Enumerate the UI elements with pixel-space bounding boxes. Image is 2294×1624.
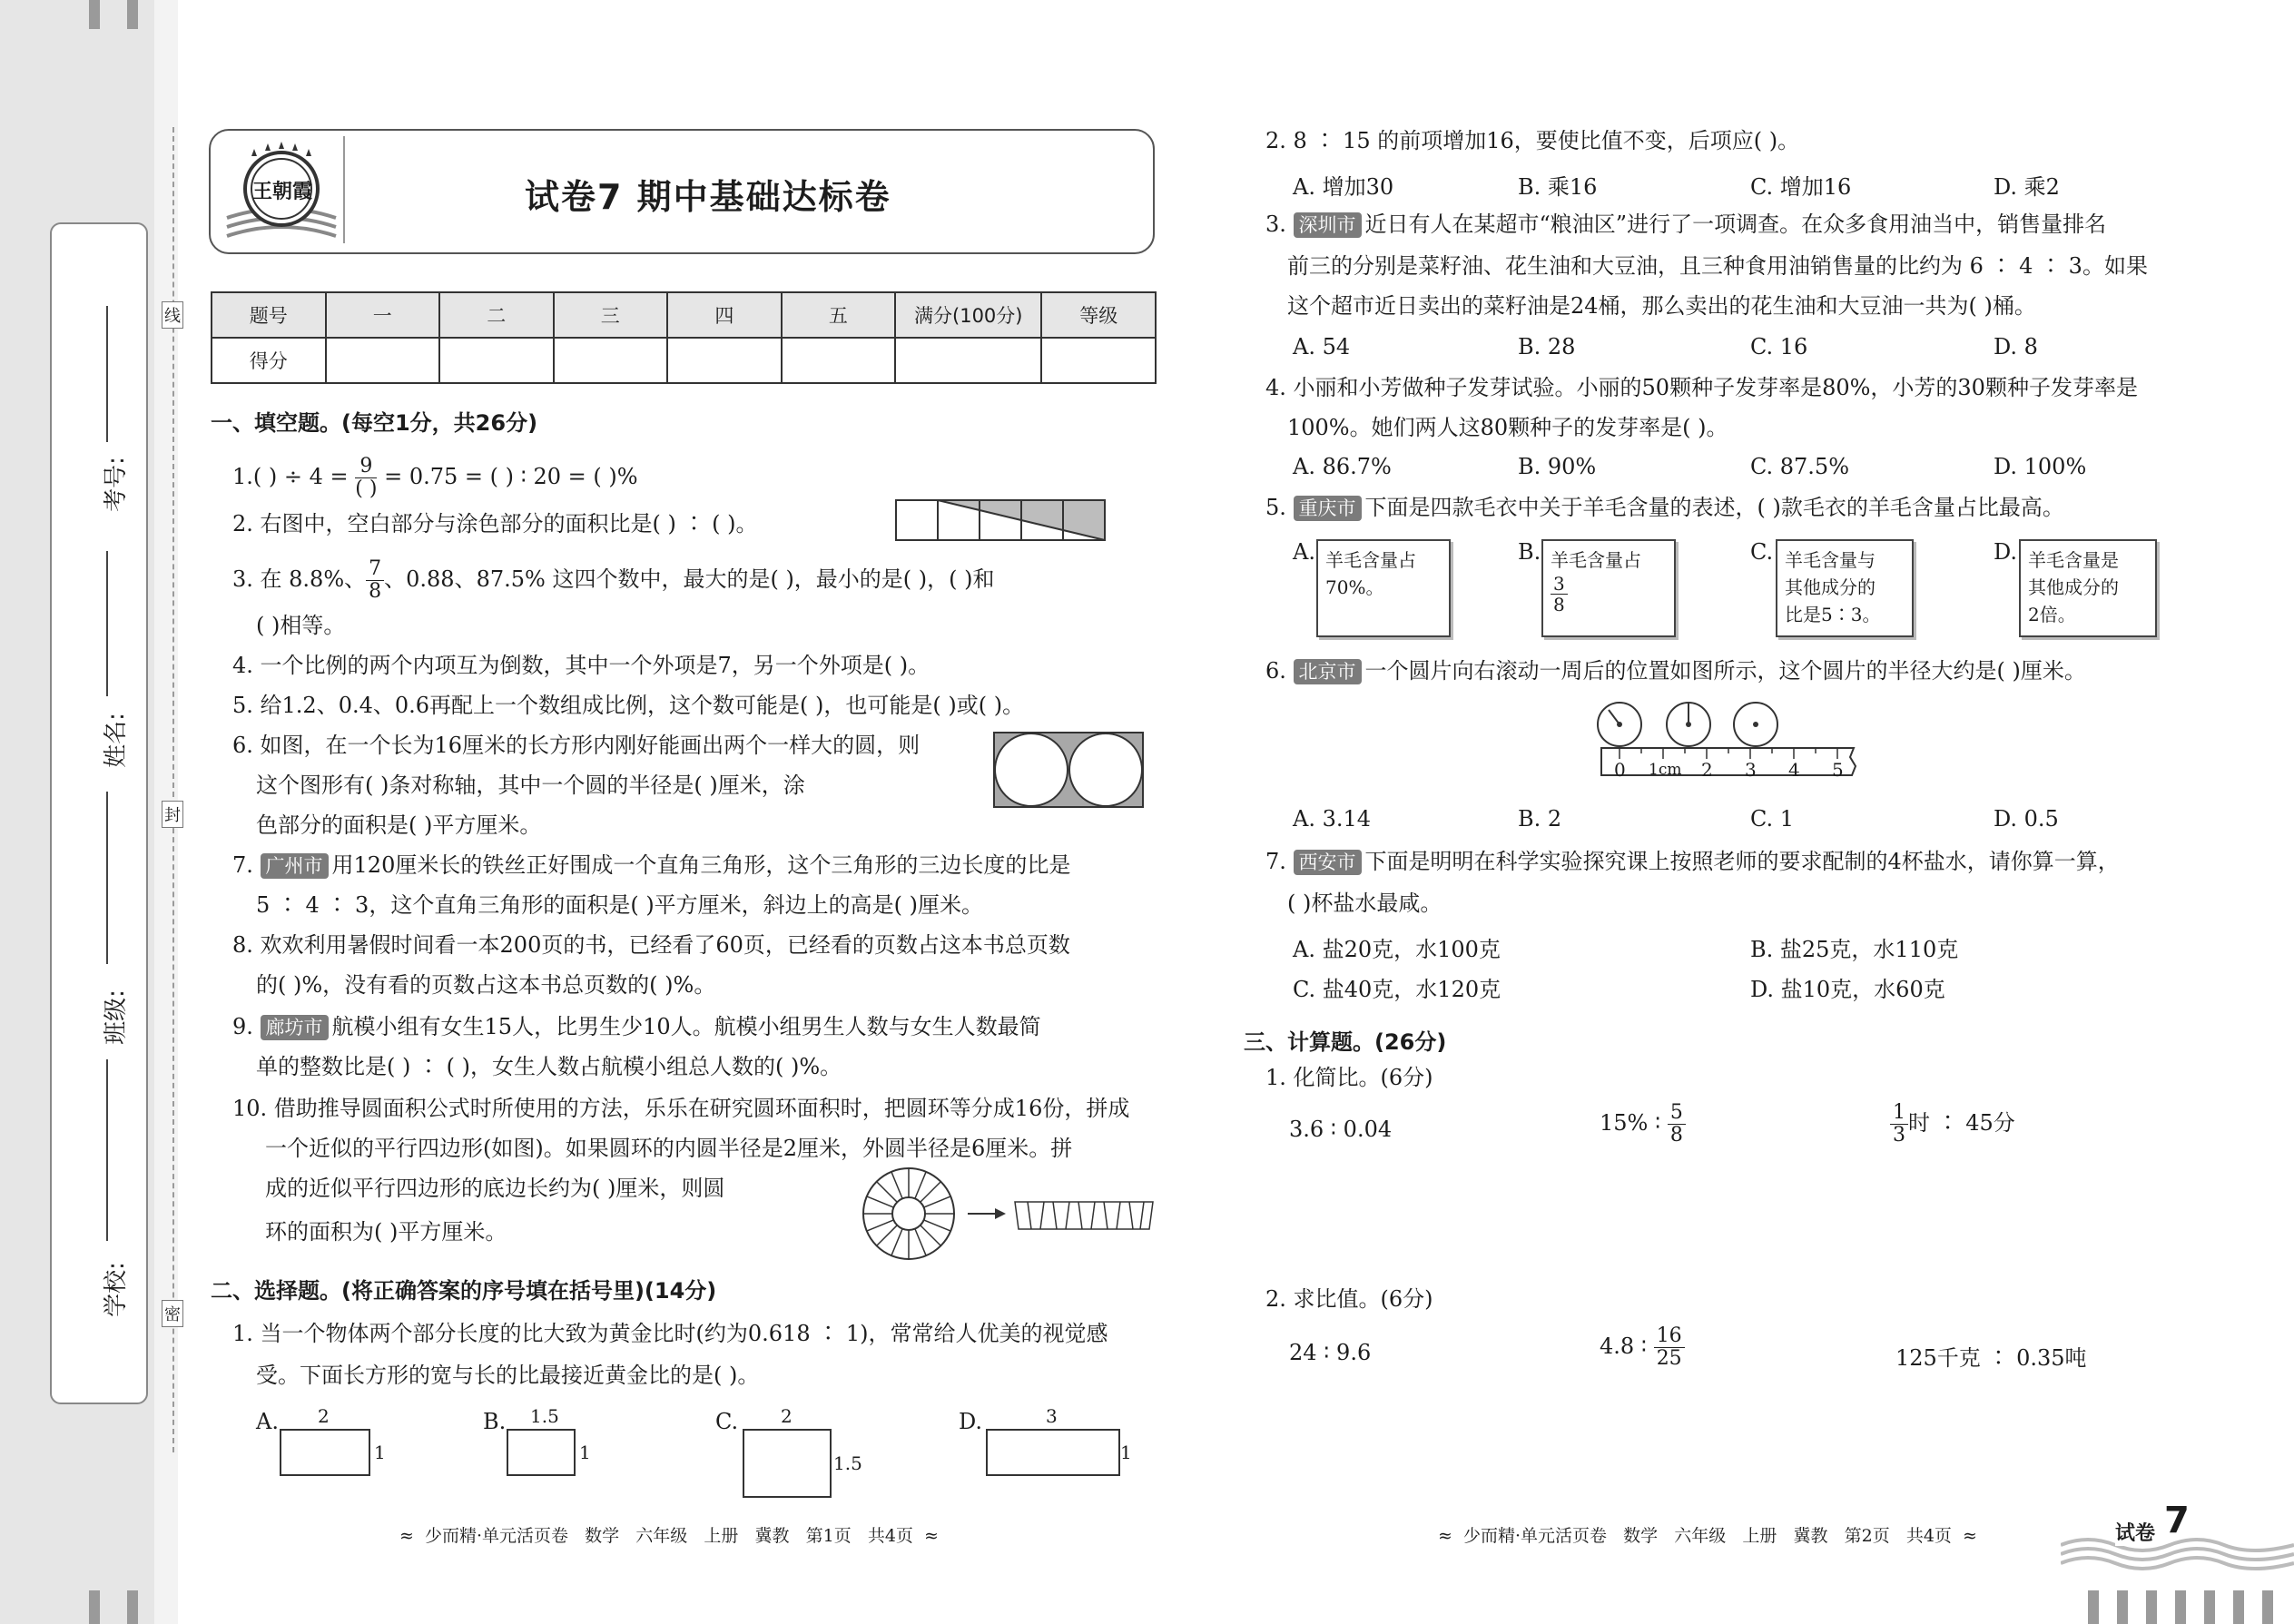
region-tag-beijing: 北京市 — [1294, 659, 1362, 684]
question-2-4-line2: 100%。她们两人这80颗种子的发芽率是( )。 — [1287, 415, 1728, 440]
q3-option-a[interactable]: A. 54 — [1293, 334, 1351, 359]
question-1-7-line2: 5 ∶ 4 ∶ 3，这个直角三角形的面积是( )平方厘米，斜边上的高是( )厘米。 — [256, 892, 984, 918]
note-a-line1: 羊毛含量占 — [1325, 549, 1416, 571]
rect-option-b — [507, 1429, 576, 1476]
q2-7-text: 下面是明明在科学实验探究课上按照老师的要求配制的4杯盐水，请你算一算， — [1364, 849, 2120, 874]
note-option-d-label[interactable]: D. — [1994, 539, 2018, 565]
q6-option-b[interactable]: B. 2 — [1518, 806, 1562, 832]
footer-left: ≈ 少而精·单元活页卷 数学 六年级 上册 冀教 第1页 共4页 ≈ — [399, 1526, 939, 1546]
school-label: 学校: — [102, 1262, 130, 1317]
score-cell[interactable] — [782, 338, 896, 383]
table-header-cell: 二 — [439, 292, 554, 338]
q6-option-c[interactable]: C. 1 — [1750, 806, 1795, 832]
question-1-10-line3: 成的近似平行四边形的底边长约为( )厘米，则圆 — [265, 1176, 725, 1201]
q1-fraction-num: 9 — [355, 456, 377, 478]
q2-option-d[interactable]: D. 乘2 — [1994, 174, 2060, 200]
score-cell[interactable] — [1041, 338, 1156, 383]
ruler-figure — [1585, 699, 1857, 788]
rect-option-d-top: 3 — [1046, 1405, 1058, 1427]
ruler-label-5: 5 — [1832, 759, 1844, 781]
name-label: 姓名: — [102, 713, 130, 768]
score-cell[interactable] — [667, 338, 782, 383]
question-1-6-line1: 6. 如图，在一个长为16厘米的长方形内刚好能画出两个一样大的圆，则 — [232, 733, 921, 758]
note-b-den: 8 — [1553, 594, 1565, 615]
rect-option-d-side: 1 — [1120, 1442, 1132, 1463]
section3-title: 三、计算题。(26分) — [1244, 1029, 1447, 1055]
publisher-logo — [218, 136, 345, 245]
note-b-line1: 羊毛含量占 — [1551, 549, 1641, 571]
rect-option-c — [743, 1429, 832, 1498]
q1-fraction-den: ( ) — [355, 477, 378, 500]
exam-number-label: 考号: — [102, 457, 130, 512]
rect-option-a — [280, 1429, 370, 1476]
question-1-6-line2: 这个图形有( )条对称轴，其中一个圆的半径是( )厘米，涂 — [256, 773, 805, 798]
note-c-line2: 其他成分的 — [1785, 576, 1876, 598]
calc-2a: 24 ∶ 9.6 — [1289, 1340, 1372, 1365]
score-cell[interactable] — [326, 338, 440, 383]
q1-part-b: = 0.75 = ( ) ∶ 20 = ( )% — [384, 464, 638, 489]
question-1-8-line2: 的( )%，没有看的页数占这本书总页数的( )%。 — [256, 972, 716, 998]
calc-1c — [1890, 1102, 2015, 1147]
question-1-6-line3: 色部分的面积是( )平方厘米。 — [256, 812, 542, 838]
question-2-1-line1: 1. 当一个物体两个部分长度的比大致为黄金比时(约为0.618 ∶ 1)，常常给人优美的视觉感 — [232, 1321, 1108, 1346]
footer-right: ≈ 少而精·单元活页卷 数学 六年级 上册 冀教 第2页 共4页 ≈ — [1438, 1526, 1977, 1546]
score-table — [211, 291, 1157, 384]
score-cell[interactable] — [895, 338, 1041, 383]
section2-title: 二、选择题。(将正确答案的序号填在括号里)(14分) — [211, 1278, 717, 1304]
q3-fraction-den: 8 — [369, 580, 382, 603]
note-b-num: 3 — [1551, 574, 1568, 595]
question-2-6: 6. 北京市 一个圆片向右滚动一周后的位置如图所示，这个圆片的半径大约是( )厘米。 — [1265, 658, 2086, 684]
ruler-label-1: 1cm — [1649, 761, 1682, 779]
question-1-3-cont: ( )相等。 — [256, 613, 346, 638]
answer-space-1[interactable] — [1271, 1171, 2088, 1271]
note-d-line3: 2倍。 — [2028, 604, 2076, 625]
answer-space-2[interactable] — [1271, 1389, 2088, 1489]
question-2-7-line1: 7. 西安市 下面是明明在科学实验探究课上按照老师的要求配制的4杯盐水，请你算一算， — [1265, 849, 2120, 874]
q2-6-text: 一个圆片向右滚动一周后的位置如图所示，这个圆片的半径大约是( )厘米。 — [1364, 658, 2086, 684]
ruler-label-2: 2 — [1701, 759, 1713, 781]
q7-option-d[interactable]: D. 盐10克，水60克 — [1750, 977, 1945, 1002]
q2-3-text: 近日有人在某超市“粮油区”进行了一项调查。在众多食用油当中，销售量排名 — [1364, 212, 2107, 237]
logo-divider — [343, 136, 345, 243]
calc-1b-den: 8 — [1669, 1124, 1683, 1147]
q7-option-b[interactable]: B. 盐25克，水110克 — [1750, 937, 1959, 962]
question-1-4: 4. 一个比例的两个内项互为倒数，其中一个外项是7，另一个外项是( )。 — [232, 653, 930, 678]
question-2-4-line1: 4. 小丽和小芳做种子发芽试验。小丽的50颗种子发芽率是80%，小芳的30颗种子发芽率是 — [1265, 375, 2138, 400]
score-header-row — [212, 292, 1156, 338]
rect-option-b-label[interactable]: B. — [483, 1409, 507, 1434]
q7-text: 用120厘米长的铁丝正好围成一个直角三角形，这个三角形的三边长度的比是 — [331, 852, 1071, 878]
class-line[interactable] — [106, 792, 108, 964]
calc-2c: 125千克 ∶ 0.35吨 — [1895, 1345, 2087, 1371]
q3-fraction-num: 7 — [366, 558, 384, 581]
tick-marks-bottom-right — [2088, 1590, 2294, 1624]
ruler-svg — [1585, 699, 1857, 784]
question-1-8-line1: 8. 欢欢利用暑假时间看一本200页的书，已经看了60页，已经看的页数占这本书总页数 — [232, 932, 1070, 958]
region-tag-chongqing: 重庆市 — [1294, 496, 1362, 521]
calc-1b-num: 5 — [1668, 1102, 1686, 1125]
rect-option-d-label[interactable]: D. — [959, 1409, 983, 1434]
question-2-3-line3: 这个超市近日卖出的菜籽油是24桶，那么卖出的花生油和大豆油一共为( )桶。 — [1287, 293, 2036, 319]
ruler-label-3: 3 — [1745, 759, 1757, 781]
q2-option-c[interactable]: C. 增加16 — [1750, 174, 1852, 200]
question-1-9-line2: 单的整数比是( ) ∶ ( )，女生人数占航模小组总人数的( )%。 — [256, 1054, 842, 1079]
table-header-cell: 四 — [667, 292, 782, 338]
q6-option-a[interactable]: A. 3.14 — [1293, 806, 1372, 832]
note-option-c — [1776, 539, 1914, 637]
table-header-cell: 一 — [326, 292, 440, 338]
q3-part-b: 、0.88、87.5% 这四个数中，最大的是( )，最小的是( )，( )和 — [384, 566, 995, 592]
note-a-line2: 70%。 — [1325, 576, 1384, 598]
logo-text: 王朝霞 — [252, 180, 313, 203]
note-option-b — [1541, 539, 1676, 637]
paper-badge-number: 7 — [2164, 1500, 2190, 1541]
question-1-2: 2. 右图中，空白部分与涂色部分的面积比是( ) ∶ ( )。 — [232, 511, 758, 536]
q4-option-b[interactable]: B. 90% — [1518, 454, 1597, 479]
calc-2b-num: 16 — [1654, 1325, 1685, 1348]
calc-1b-fraction — [1668, 1102, 1686, 1147]
score-cell[interactable] — [554, 338, 668, 383]
question-1-9-line1: 9. 廊坊市 航模小组有女生15人，比男生少10人。航模小组男生人数与女生人数最简 — [232, 1014, 1041, 1039]
question-1-7-line1: 7. 广州市 用120厘米长的铁丝正好围成一个直角三角形，这个三角形的三边长度的比是 — [232, 852, 1071, 878]
q4-option-a[interactable]: A. 86.7% — [1293, 454, 1392, 479]
region-tag-guangzhou: 广州市 — [261, 853, 329, 879]
question-2-3-line2: 前三的分别是菜籽油、花生油和大豆油，且三种食用油销售量的比约为 6 ∶ 4 ∶ 3。如果 — [1287, 253, 2148, 279]
question-2-2: 2. 8 ∶ 15 的前项增加16，要使比值不变，后项应( )。 — [1265, 128, 1800, 153]
rect-option-c-label[interactable]: C. — [715, 1409, 739, 1434]
note-option-d — [2019, 539, 2157, 637]
tick-marks-bottom — [89, 1590, 143, 1624]
q4-option-c[interactable]: C. 87.5% — [1750, 454, 1850, 479]
cut-mark-mi: 密 — [162, 1300, 183, 1327]
q9-text: 航模小组有女生15人，比男生少10人。航模小组男生人数与女生人数最简 — [331, 1014, 1041, 1039]
score-row — [212, 338, 1156, 383]
question-1-10-line1: 10. 借助推导圆面积公式时所使用的方法，乐乐在研究圆环面积时，把圆环等分成16份，拼成 — [232, 1096, 1130, 1121]
section3-part1: 1. 化简比。(6分) — [1265, 1065, 1433, 1090]
table-header-cell: 题号 — [212, 292, 326, 338]
q4-option-d[interactable]: D. 100% — [1994, 454, 2087, 479]
page-title: 试卷7 期中基础达标卷 — [525, 177, 891, 217]
question-2-1-line2: 受。下面长方形的宽与长的比最接近黄金比的是( )。 — [256, 1363, 760, 1388]
q3-option-b[interactable]: B. 28 — [1518, 334, 1576, 359]
table-header-cell: 三 — [554, 292, 668, 338]
table-header-cell: 满分(100分) — [895, 292, 1041, 338]
question-1-10-line2: 一个近似的平行四边形(如图)。如果圆环的内圆半径是2厘米，外圆半径是6厘米。拼 — [265, 1136, 1073, 1161]
school-line[interactable] — [106, 1059, 108, 1241]
note-d-line2: 其他成分的 — [2028, 576, 2119, 598]
cut-mark-feng: 封 — [162, 801, 183, 828]
score-row-label: 得分 — [212, 338, 326, 383]
question-1-5: 5. 给1.2、0.4、0.6再配上一个数组成比例，这个数可能是( )，也可能是( )或( )。 — [232, 693, 1025, 718]
q7-option-c[interactable]: C. 盐40克，水120克 — [1293, 977, 1501, 1002]
q2-5-text: 下面是四款毛衣中关于羊毛含量的表述，( )款毛衣的羊毛含量占比最高。 — [1364, 495, 2064, 520]
note-b-fraction — [1551, 574, 1568, 615]
student-info-box — [50, 222, 148, 1404]
note-d-line1: 羊毛含量是 — [2028, 549, 2119, 571]
calc-1c-num: 1 — [1890, 1102, 1908, 1125]
calc-2b — [1600, 1325, 1685, 1370]
note-option-a-label[interactable]: A. — [1293, 539, 1315, 565]
ruler-label-0: 0 — [1614, 759, 1626, 781]
note-option-b-label[interactable]: B. — [1518, 539, 1541, 565]
shaded-grid-figure — [895, 499, 1106, 545]
rect-option-c-top: 2 — [781, 1405, 793, 1427]
section3-part2: 2. 求比值。(6分) — [1265, 1286, 1433, 1312]
calc-1a: 3.6 ∶ 0.04 — [1289, 1117, 1393, 1142]
calc-2b-fraction — [1654, 1325, 1685, 1370]
question-2-7-line2: ( )杯盐水最咸。 — [1287, 891, 1442, 916]
calc-1b-pre: 15% ∶ — [1600, 1110, 1661, 1136]
rect-option-a-label[interactable]: A. — [256, 1409, 279, 1434]
question-1-1 — [232, 456, 638, 500]
grid-svg — [895, 499, 1106, 541]
rect-option-b-top: 1.5 — [530, 1405, 559, 1427]
calc-1c-post: 时 ∶ 45分 — [1908, 1110, 2015, 1136]
rect-option-b-side: 1 — [579, 1442, 591, 1463]
question-1-10-line4: 环的面积为( )平方厘米。 — [265, 1219, 507, 1245]
rect-option-d — [986, 1429, 1120, 1476]
annulus-figure — [859, 1164, 1158, 1267]
note-c-line3: 比是5∶3。 — [1785, 604, 1881, 625]
region-tag-xian: 西安市 — [1294, 850, 1362, 875]
q3-option-c[interactable]: C. 16 — [1750, 334, 1808, 359]
question-2-5: 5. 重庆市 下面是四款毛衣中关于羊毛含量的表述，( )款毛衣的羊毛含量占比最高。 — [1265, 495, 2064, 520]
name-line[interactable] — [106, 551, 108, 696]
region-tag-shenzhen: 深圳市 — [1294, 212, 1362, 238]
class-label: 班级: — [102, 989, 130, 1045]
exam-number-line[interactable] — [106, 306, 108, 442]
ruler-label-4: 4 — [1788, 759, 1800, 781]
q6-option-d[interactable]: D. 0.5 — [1994, 806, 2059, 832]
note-option-a — [1316, 539, 1451, 637]
table-header-cell: 等级 — [1041, 292, 1156, 338]
calc-2b-den: 25 — [1656, 1347, 1682, 1370]
table-header-cell: 五 — [782, 292, 896, 338]
circles-svg — [993, 732, 1144, 808]
rect-option-a-top: 2 — [318, 1405, 330, 1427]
cut-mark-xian: 线 — [162, 301, 183, 329]
q7-option-a[interactable]: A. 盐20克，水100克 — [1293, 937, 1501, 962]
annulus-svg — [859, 1164, 1158, 1264]
score-cell[interactable] — [439, 338, 554, 383]
q2-option-a[interactable]: A. 增加30 — [1293, 174, 1394, 200]
q3-fraction — [366, 558, 384, 603]
paper-badge-label: 试卷 — [2115, 1518, 2155, 1546]
calc-1b — [1600, 1102, 1686, 1147]
tick-marks-top — [89, 0, 143, 29]
note-c-line1: 羊毛含量与 — [1785, 549, 1876, 571]
rect-option-c-side: 1.5 — [833, 1452, 862, 1474]
q1-part-a: 1.( ) ÷ 4 = — [232, 464, 349, 489]
two-circles-figure — [993, 732, 1144, 812]
note-option-c-label[interactable]: C. — [1750, 539, 1774, 565]
section1-title: 一、填空题。(每空1分，共26分) — [211, 410, 538, 436]
question-2-3-line1: 3. 深圳市 近日有人在某超市“粮油区”进行了一项调查。在众多食用油当中，销售量排名 — [1265, 212, 2107, 237]
q3-option-d[interactable]: D. 8 — [1994, 334, 2038, 359]
rect-option-a-side: 1 — [374, 1442, 386, 1463]
q1-fraction — [355, 456, 377, 500]
question-1-3 — [232, 558, 995, 603]
calc-1c-fraction — [1890, 1102, 1908, 1147]
q2-option-b[interactable]: B. 乘16 — [1518, 174, 1598, 200]
region-tag-langfang: 廊坊市 — [261, 1015, 329, 1040]
q3-part-a: 3. 在 8.8%、 — [232, 566, 367, 592]
calc-1c-den: 3 — [1893, 1124, 1905, 1147]
calc-2b-pre: 4.8 ∶ — [1600, 1334, 1648, 1359]
